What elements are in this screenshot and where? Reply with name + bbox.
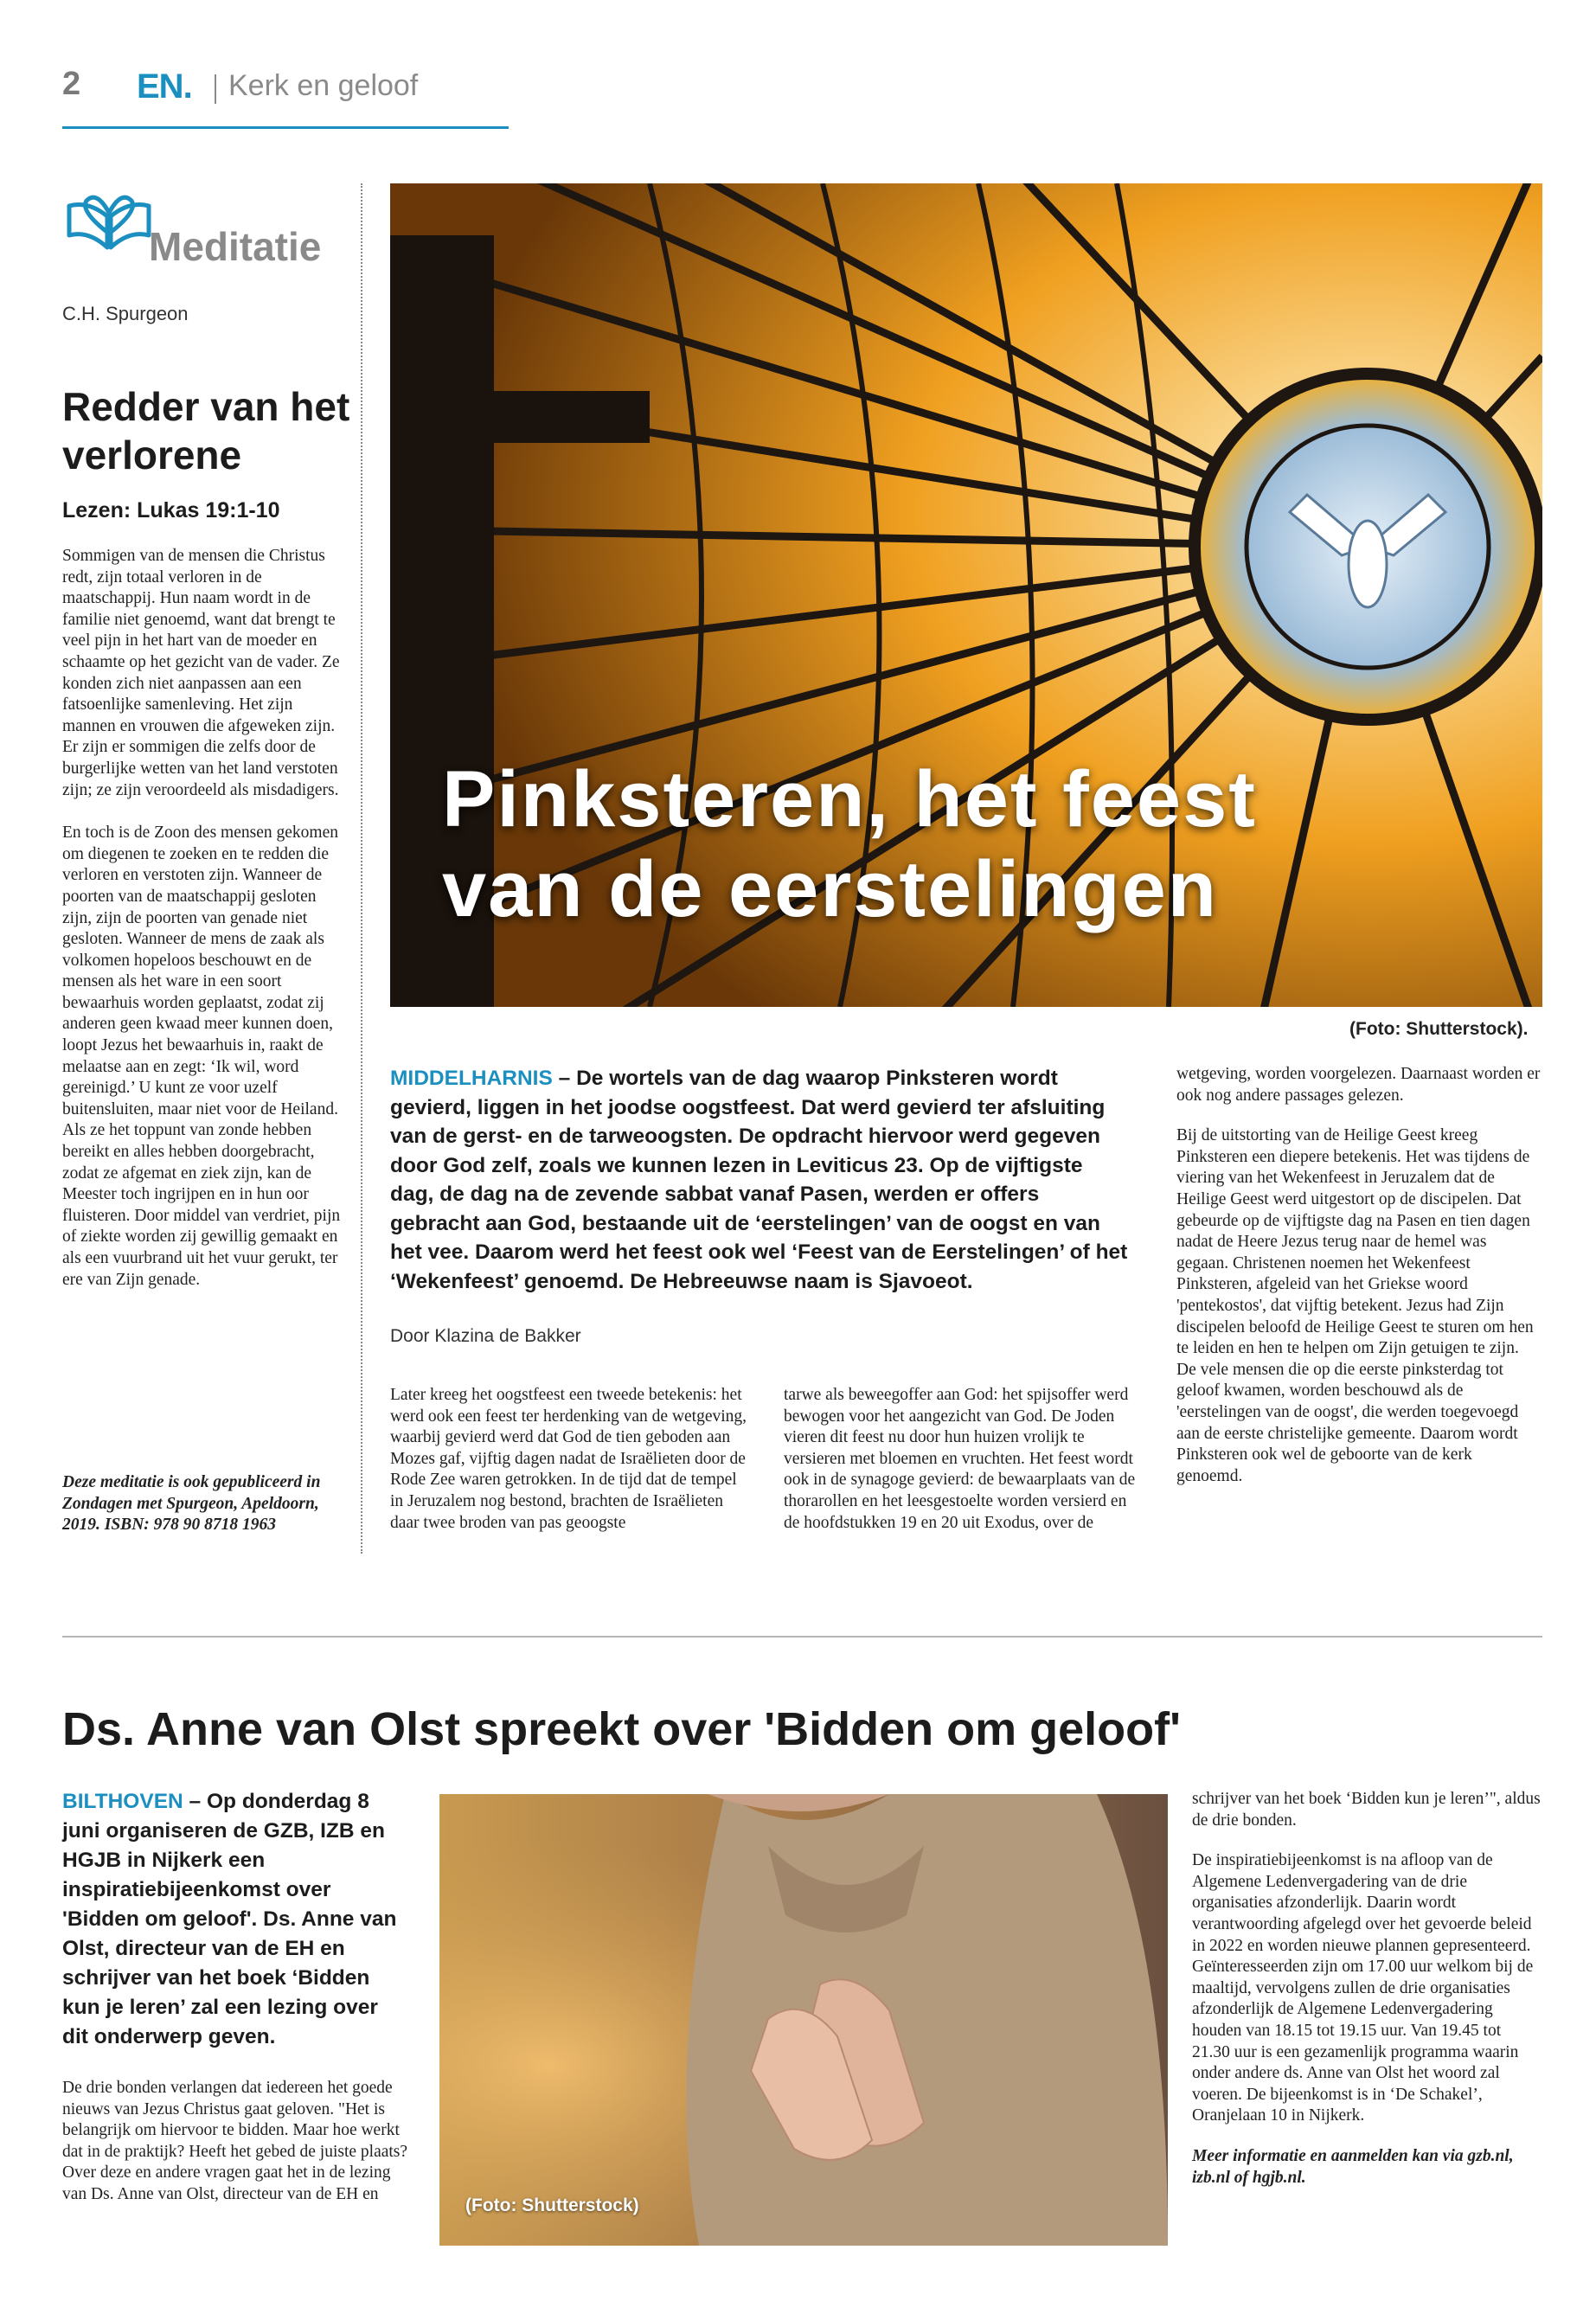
meditation-body <box>62 546 343 1312</box>
article-column-1: De drie bonden verlangen dat iedereen het goede nieuws van Jezus Christus gaat geloven. "Het is belangrijk om hiervoor te bidden. Maar hoe werkt dat in de praktijk? Heeft het gebed de juiste plaats? Over deze en andere vragen gaat het in de lezing van Ds. Anne van Olst, directeur van de EH en <box>62 2079 408 2203</box>
page-number: 2 <box>62 66 81 102</box>
article-headline: Ds. Anne van Olst spreekt over 'Bidden om geloof' <box>62 1703 1181 1755</box>
article-lead <box>390 1064 1130 1296</box>
section-title: Kerk en geloof <box>228 69 419 102</box>
article-paragraph: schrijver van het boek ‘Bidden kun je leren’", aldus de drie bonden. <box>1192 1790 1541 1830</box>
article-lead <box>62 1787 408 2052</box>
praying-hands-photo <box>439 1794 1168 2246</box>
article-column-2: tarwe als beweegoffer aan God: het spijsoffer werd bewogen voor het aangezicht van God. De Joden vieren dit feest nu door hun huizen vrolijk te versieren met bloemen en vruchten. Het feest wordt ook in de synagoge gevierd: de bewaarplaats van de thorarollen en het leesgestoelte worden versierd en de hoofdstukken 19 en 20 uit Exodus, over de <box>784 1386 1136 1532</box>
header-separator <box>215 74 216 104</box>
meditation-reading: Lezen: Lukas 19:1-10 <box>62 498 280 522</box>
photo-credit: (Foto: Shutterstock) <box>465 2195 639 2215</box>
article-paragraph: De inspiratiebijeenkomst is na afloop van de Algemene Ledenvergadering van de drie organisaties afzonderlijk. Daarin wordt verantwoording afgelegd over het gevoerde beleid in 2022 en worden nieuwe plannen gepresenteerd. Geïnteresseerden zijn om 17.00 uur welkom bij de maaltijd, vervolgens zullen de drie organisaties afzonderlijk de Algemene Ledenvergadering houden van 18.15 tot 19.15 uur. Van 19.45 tot 21.30 uur is een gezamenlijk programma waarin onder andere ds. Anne van Olst het woord zal voeren. De bijeenkomst is in ‘De Schakel’, Oranjelaan 10 in Nijkerk. <box>1192 1851 1534 2125</box>
meditation-author: C.H. Spurgeon <box>62 303 189 324</box>
meditation-paragraph: En toch is de Zoon des mensen gekomen om diegenen te zoeken en te redden die verloren en verstoten zijn. Wanneer de poorten van de maatschappij gesloten zijn, zijn de poorten van genade niet gesloten. Wanneer de mens de zaak als volkomen hopeloos beschouwt en de mensen als het ware in een soort bewaarhuis worden geplaatst, zodat zij anderen geen kwaad meer kunnen doen, loopt Jezus het bewaarhuis in, raakt de melaatse aan en zegt: ‘Ik wil, word gereinigd.’ U kunt ze voor uzelf buitensluiten, maar niet voor de Heiland. Als ze het toppunt van zonde hebben bereikt en alles hebben doorgebracht, zodat ze afgemat en ziek zijn, kan de Meester toch ingrijpen en in hun oor fluisteren. Door middel van verdriet, pijn of ziekte worden zij gewillig gemaakt en als een vuurbrand uit het vuur gerukt, ter ere van Zijn genade. <box>62 824 341 1289</box>
hero-image <box>390 183 1542 1007</box>
hero-headline: Pinksteren, het feest van de eerstelingen <box>442 755 1257 933</box>
article-lead-text: – Op donderdag 8 juni organiseren de GZB, IZB en HGJB in Nijkerk een inspiratiebijeenkomst over 'Bidden om geloof'. Ds. Anne van Olst, directeur van de EH en schrijver van het boek ‘Bidden kun je leren’ zal een lezing over dit onderwerp geven. <box>62 1790 397 2048</box>
section-divider <box>62 1636 1542 1638</box>
newspaper-logo[interactable]: EN. <box>137 67 192 106</box>
header-rule <box>62 126 509 129</box>
article-column-1: Later kreeg het oogstfeest een tweede betekenis: het werd ook een feest ter herdenking van de wetgeving, waarbij gevierd werd dat God de tien geboden aan Mozes gaf, vijftig dagen nadat de Israëlieten door de Rode Zee waren getrokken. In de tijd dat de tempel in Jeruzalem nog bestond, brachten de Israëlieten daar twee broden van pas geoogste <box>390 1386 747 1532</box>
column-divider <box>361 183 362 1554</box>
meditation-label: Meditatie <box>149 224 322 269</box>
article-lead-text: – De wortels van de dag waarop Pinksteren wordt gevierd, liggen in het joodse oogstfeest. Dat werd gevierd ter afsluiting van de gerst- en de tarweoogsten. De opdracht hiervoor werd gegeven door God zelf, zoals we kunnen lezen in Leviticus 23. Op de vijftigste dag, de dag na de zevende sabbat vanaf Pasen, werden er offers gebracht aan God, bestaande uit de ‘eerstelingen’ van de oogst en van het vee. Daarom werd het feest ook wel ‘Feest van de Eerstelingen’ of het ‘Wekenfeest’ genoemd. De Hebreeuwse naam is Sjavoeot. <box>390 1067 1128 1293</box>
article-paragraph: wetgeving, worden voorgelezen. Daarnaast worden er ook nog andere passages gelezen. <box>1176 1065 1541 1105</box>
article-byline: Door Klazina de Bakker <box>390 1326 581 1346</box>
meditation-title: Redder van het verlorene <box>62 384 350 478</box>
article-dateline: BILTHOVEN <box>62 1790 183 1813</box>
article-paragraph: Bij de uitstorting van de Heilige Geest kreeg Pinksteren een diepere betekenis. Het was tijdens de viering van het Wekenfeest in Jeruzalem dat de Heilige Geest werd uitgestort op de discipelen. Dat gebeurde op de vijftigste dag na Pasen en tien dagen nadat de Heere Jezus terug naar de hemel was gegaan. Christenen noemen het Wekenfeest Pinksteren, afgeleid van het Griekse woord 'pentekostos', dat vijftig betekent. Jezus had Zijn discipelen beloofd de Heilige Geest te sturen om hen te leiden en hen te helpen om Zijn getuigen te zijn. De vele mensen die op die eerste pinksterdag tot geloof kwamen, worden beschouwd als de 'eerstelingen van de oogst', die werden toegevoegd aan de eerste christelijke gemeente. Daarom wordt Pinksteren ook wel de geboorte van de kerk genoemd. <box>1176 1126 1534 1485</box>
article-column-3 <box>1192 1789 1542 2208</box>
meditation-note: Deze meditatie is ook gepubliceerd in Zondagen met Spurgeon, Apeldoorn, 2019. ISBN: 978 90 8718 1963 <box>62 1473 321 1534</box>
more-info-link[interactable]: Meer informatie en aanmelden kan via gzb.nl, izb.nl of hgjb.nl. <box>1192 2146 1514 2187</box>
article-column-3 <box>1176 1064 1542 1506</box>
open-book-heart-icon <box>62 182 157 260</box>
hero-photo-credit: (Foto: Shutterstock). <box>1349 1019 1529 1039</box>
article-dateline: MIDDELHARNIS <box>390 1067 553 1090</box>
meditation-paragraph: Sommigen van de mensen die Christus redt, zijn totaal verloren in de maatschappij. Hun naam wordt in de familie niet genoemd, want dat brengt te veel pijn in het hart van de moeder en schaamte op het gezicht van de vader. Ze konden zich niet aanpassen aan een fatsoenlijke samenleving. Het zijn mannen en vrouwen die afgeweken zijn. Er zijn er sommigen die zelfs door de burgerlijke wetten van het land verstoten zijn; ze zijn veroordeeld als misdadigers. <box>62 547 340 799</box>
praying-hands-illustration <box>439 1794 1168 2246</box>
